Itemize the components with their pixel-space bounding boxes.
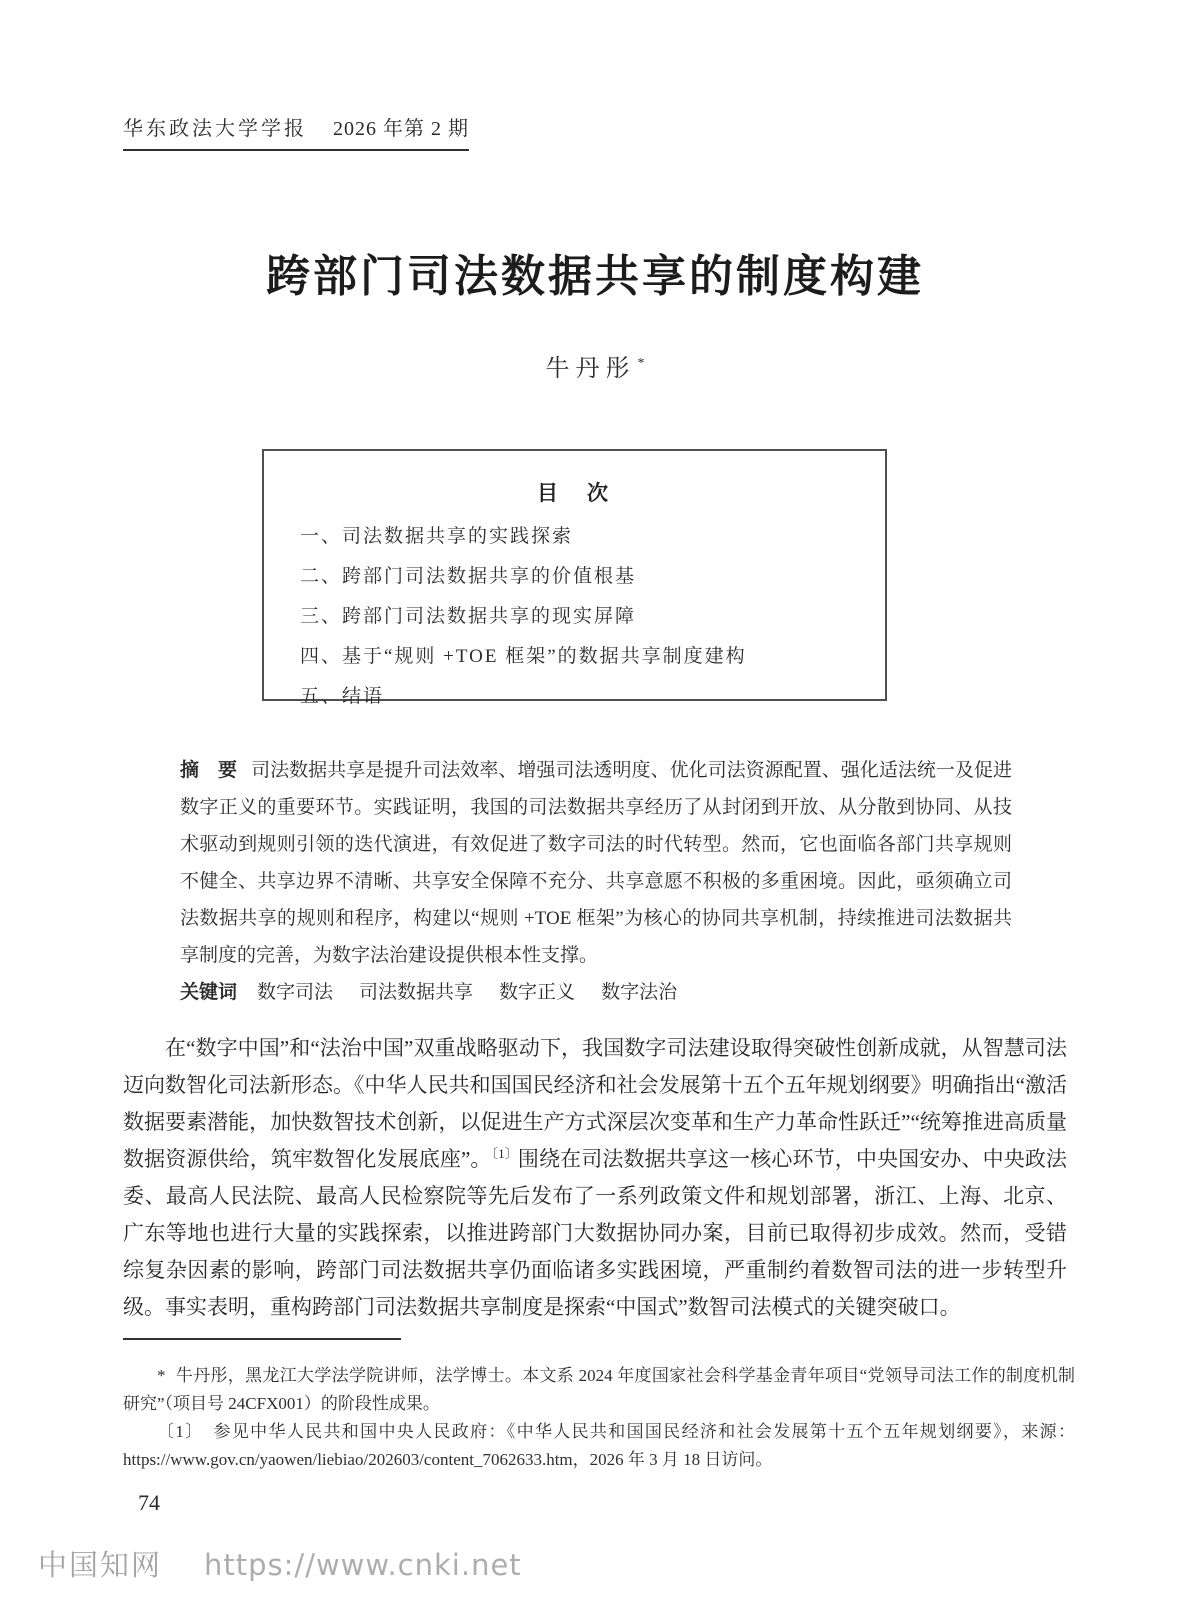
page-number: 74: [138, 1490, 160, 1515]
body-paragraph: [123, 1030, 1067, 1326]
journal-issue: 2026 年第 2 期: [333, 118, 469, 140]
keyword-term-2: 司法数据共享: [359, 982, 474, 1003]
toc-item-2: 二、跨部门司法数据共享的价值根基: [300, 566, 637, 587]
toc-item-4: 四、基于“规则 +TOE 框架”的数据共享制度建构: [300, 646, 747, 667]
toc-item-5: 五、结语: [300, 686, 385, 707]
keywords-label: 关键词: [180, 982, 238, 1003]
abstract-paragraph: [180, 752, 1012, 974]
footnote-separator: [123, 1338, 401, 1340]
journal-name: 华东政法大学学报: [123, 118, 307, 140]
keyword-term-1: 数字司法: [257, 982, 334, 1003]
abstract-label: 摘 要: [180, 760, 238, 781]
body-text-part1: 在“数字中国”和“法治中国”双重战略驱动下，我国数字司法建设取得突破性创新成就，从智慧司法迈向数智化司法新形态。《中华人民共和国国民经济和社会发展第十五个五年规划纲要》明确指出“激活数据要素潜能，加快数智技术创新，以促进生产方式深层次变革和生产力革命性跃迁”“统筹推进高质量数据资源供给，筑牢数智化发展底座”。: [123, 1036, 1067, 1171]
inline-footnote-marker: 〔1〕: [491, 1146, 518, 1161]
abstract-block: [180, 752, 1012, 1011]
author-name: 牛丹彤: [545, 356, 636, 382]
abstract-text: 司法数据共享是提升司法效率、增强司法透明度、优化司法资源配置、强化适法统一及促进数字正义的重要环节。实践证明，我国的司法数据共享经历了从封闭到开放、从分散到协同、从技术驱动到规则引领的迭代演进，有效促进了数字司法的时代转型。然而，它也面临各部门共享规则不健全、共享边界不清晰、共享安全保障不充分、共享意愿不积极的多重困境。因此，亟须确立司法数据共享的规则和程序，构建以“规则 +TOE 框架”为核心的协同共享机制，持续推进司法数据共享制度的完善，为数字法治建设提供根本性支撑。: [180, 760, 1012, 966]
author-footnote-marker: *: [637, 356, 645, 371]
page-title: 跨部门司法数据共享的制度构建: [266, 252, 924, 301]
toc-item-1: 一、司法数据共享的实践探索: [300, 526, 574, 547]
cnki-watermark: [38, 1543, 522, 1584]
keyword-term-4: 数字法治: [601, 982, 678, 1003]
footnote-1-text: 参见中华人民共和国中央人民政府：《中华人民共和国国民经济和社会发展第十五个五年规划纲要》，来源：https://www.gov.cn/yaowen/liebiao/202603/content_7062633.htm，2026 年 3 月 18 日访问。: [123, 1422, 1076, 1469]
running-head: [123, 112, 469, 151]
footnotes-block: [123, 1362, 1075, 1474]
footnote-1-marker: 〔1〕: [157, 1422, 204, 1441]
cnki-brand: 中国知网: [38, 1548, 163, 1582]
cnki-url: https://www.cnki.net: [204, 1548, 522, 1582]
author-line: [0, 348, 1190, 383]
footnote-author: [123, 1362, 1075, 1418]
toc-item-3: 三、跨部门司法数据共享的现实屏障: [300, 606, 637, 627]
toc-heading: 目 次: [537, 481, 612, 505]
footnote-author-marker: *: [157, 1366, 166, 1385]
footnote-author-text: 牛丹彤，黑龙江大学法学院讲师，法学博士。本文系 2024 年度国家社会科学基金青年项目“党领导司法工作的制度机制研究”（项目号 24CFX001）的阶段性成果。: [123, 1366, 1075, 1413]
toc-box: [262, 449, 887, 707]
footnote-1: [123, 1418, 1075, 1474]
keywords-line: [180, 974, 1012, 1011]
keyword-term-3: 数字正义: [499, 982, 576, 1003]
body-text-block: [123, 1030, 1067, 1326]
body-text-part2: 围绕在司法数据共享这一核心环节，中央国安办、中央政法委、最高人民法院、最高人民检察院等先后发布了一系列政策文件和规划部署，浙江、上海、北京、广东等地也进行大量的实践探索，以推进跨部门大数据协同办案，目前已取得初步成效。然而，受错综复杂因素的影响，跨部门司法数据共享仍面临诸多实践困境，严重制约着数智司法的进一步转型升级。事实表明，重构跨部门司法数据共享制度是探索“中国式”数智司法模式的关键突破口。: [123, 1147, 1067, 1319]
